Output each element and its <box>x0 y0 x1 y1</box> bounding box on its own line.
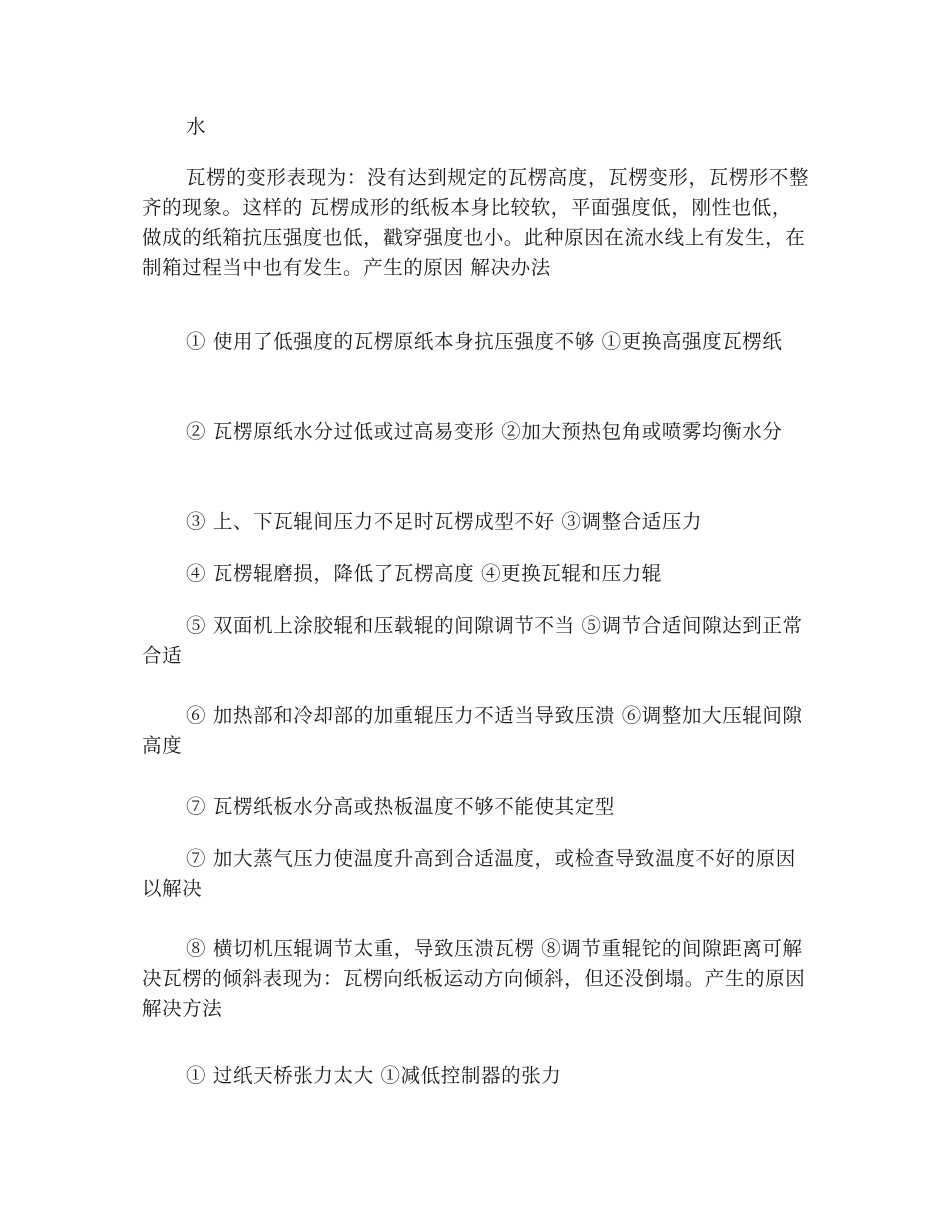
paragraph-2: 瓦楞的变形表现为：没有达到规定的瓦楞高度，瓦楞变形，瓦楞形不整齐的现象。这样的 瓦楞成形的纸板本身比较软，平面强度低，刚性也低，做成的纸箱抗压强度也低，戳穿强度也小。此种原因在流水线上有发生，在制箱过程当中也有发生。产生的原因 解决办法 <box>142 166 810 279</box>
paragraph-1: 水 <box>186 115 207 138</box>
paragraph-6: ④ 瓦楞辊磨损，降低了瓦楞高度 ④更换瓦辊和压力辊 <box>186 562 662 585</box>
paragraph-7: ⑤ 双面机上涂胶辊和压载辊的间隙调节不当 ⑤调节合适间隙达到正常合适 <box>142 614 803 667</box>
paragraph-4: ② 瓦楞原纸水分过低或过高易变形 ②加大预热包角或喷雾均衡水分 <box>186 420 783 443</box>
paragraph-12: ① 过纸天桥张力太大 ①减低控制器的张力 <box>186 1064 562 1087</box>
paragraph-11: ⑧ 横切机压辊调节太重，导致压溃瓦楞 ⑧调节重辊铊的间隙距离可解决瓦楞的倾斜表现为：瓦楞向纸板运动方向倾斜，但还没倒塌。产生的原因 解决方法 <box>142 937 806 1020</box>
paragraph-5: ③ 上、下瓦辊间压力不足时瓦楞成型不好 ③调整合适压力 <box>186 510 703 533</box>
paragraph-9: ⑦ 瓦楞纸板水分高或热板温度不够不能使其定型 <box>186 795 615 818</box>
paragraph-10: ⑦ 加大蒸气压力使温度升高到合适温度，或检查导致温度不好的原因以解决 <box>142 847 796 900</box>
paragraph-8: ⑥ 加热部和冷却部的加重辊压力不适当导致压溃 ⑥调整加大压辊间隙高度 <box>142 704 803 757</box>
paragraph-3: ① 使用了低强度的瓦楞原纸本身抗压强度不够 ①更换高强度瓦楞纸 <box>186 330 783 353</box>
